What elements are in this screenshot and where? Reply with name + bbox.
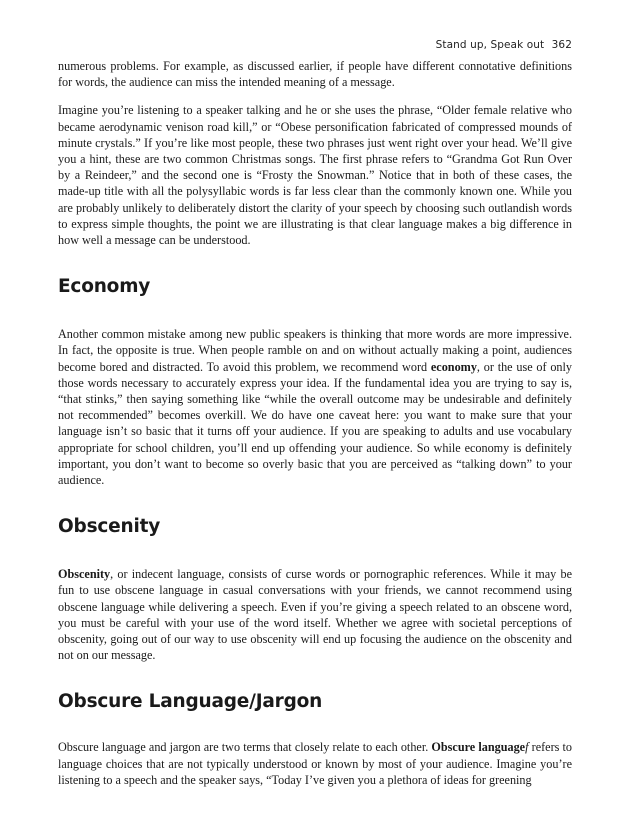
spacer	[58, 298, 572, 326]
jargon-text-before: Obscure language and jargon are two terms that closely relate to each other.	[58, 740, 432, 755]
running-title: Stand up, Speak out	[435, 39, 545, 51]
economy-text-before: Another common mistake among new public speakers is thinking that more words are more impressive. In fact, the opposite is true. When people ramble on and on without actually making a point, audiences become bored and distracted. To avoid this problem, we recommend word	[58, 327, 572, 374]
paragraph-jargon	[58, 739, 572, 788]
economy-text-after: , or the use of only those words necessary to accurately express your idea. If the fundamental idea you are trying to say is, “that stinks,” then saying something like “while the overall outcome may be undesirable and definitely not recommended” becomes overkill. We do have one caveat here: you want to make sure that your language isn’t so basic that it turns off your audience. If you are speaking to adults and use vocabulary appropriate for school children, you’ll end up offending your audience. So while economy is definitely important, you don’t want to become so overly basic that you are perceived as “talking down” to your audience.	[58, 359, 572, 488]
jargon-text-after: refers to language choices that are not typically understood or known by most of your audience. Imagine you’re listening to a speech and the speaker says, “Today I’ve given you a plethora of ideas for greening	[58, 740, 573, 787]
heading-obscenity: Obscenity	[58, 516, 161, 538]
heading-economy: Economy	[58, 276, 151, 298]
term-suffix-glyph: f	[525, 740, 529, 755]
obscenity-text-after: , or indecent language, consists of curse words or pornographic references. While it may be fun to use obscene language in casual conversations with your friends, we cannot recommend using obscene language while delivering a speech. Even if you’re giving a speech related to an obscene word, you must be careful with your use of the word itself. Whether we agree with societal perceptions of obscenity, going out of our way to use obscenity will end up focusing the audience on the obscenity and not on our message.	[58, 567, 572, 663]
term-economy: economy	[430, 359, 477, 374]
paragraph-obscenity	[58, 566, 572, 663]
spacer	[58, 90, 572, 102]
running-header	[436, 39, 572, 51]
spacer	[58, 488, 572, 516]
paragraph-christmas-songs: Imagine you’re listening to a speaker talking and he or she uses the phrase, “Older female relative who became aerodynamic venison road kill,” or “Obese personification fabricated of compressed mounds of minute crystals.” If you’re like most people, these two phrases just went right over your head. We’ll give you a hint, these are two common Christmas songs. The first phrase refers to “Grandma Got Run Over by a Reindeer,” and the second one is “Frosty the Snowman.” Notice that in both of these cases, the made-up title with all the polysyllabic words is far less clear than the commonly known one. While you are probably unlikely to deliberately distort the clarity of your speech by choosing such outlandish words to express simple thoughts, the point we are illustrating is that clear language makes a big difference in how well a message can be understood.	[58, 103, 572, 248]
heading-obscure-language-jargon: Obscure Language/Jargon	[58, 691, 323, 713]
spacer	[58, 713, 572, 739]
paragraph-economy	[58, 326, 572, 488]
term-obscure-language: Obscure language	[431, 740, 526, 755]
page-content	[58, 58, 572, 788]
spacer	[58, 538, 572, 566]
page-number: 362	[551, 39, 572, 51]
term-obscenity: Obscenity	[58, 567, 111, 582]
paragraph-intro-continued: numerous problems. For example, as discussed earlier, if people have different connotative definitions for words, the audience can miss the intended meaning of a message.	[58, 59, 572, 90]
spacer	[58, 248, 572, 276]
spacer	[58, 663, 572, 691]
